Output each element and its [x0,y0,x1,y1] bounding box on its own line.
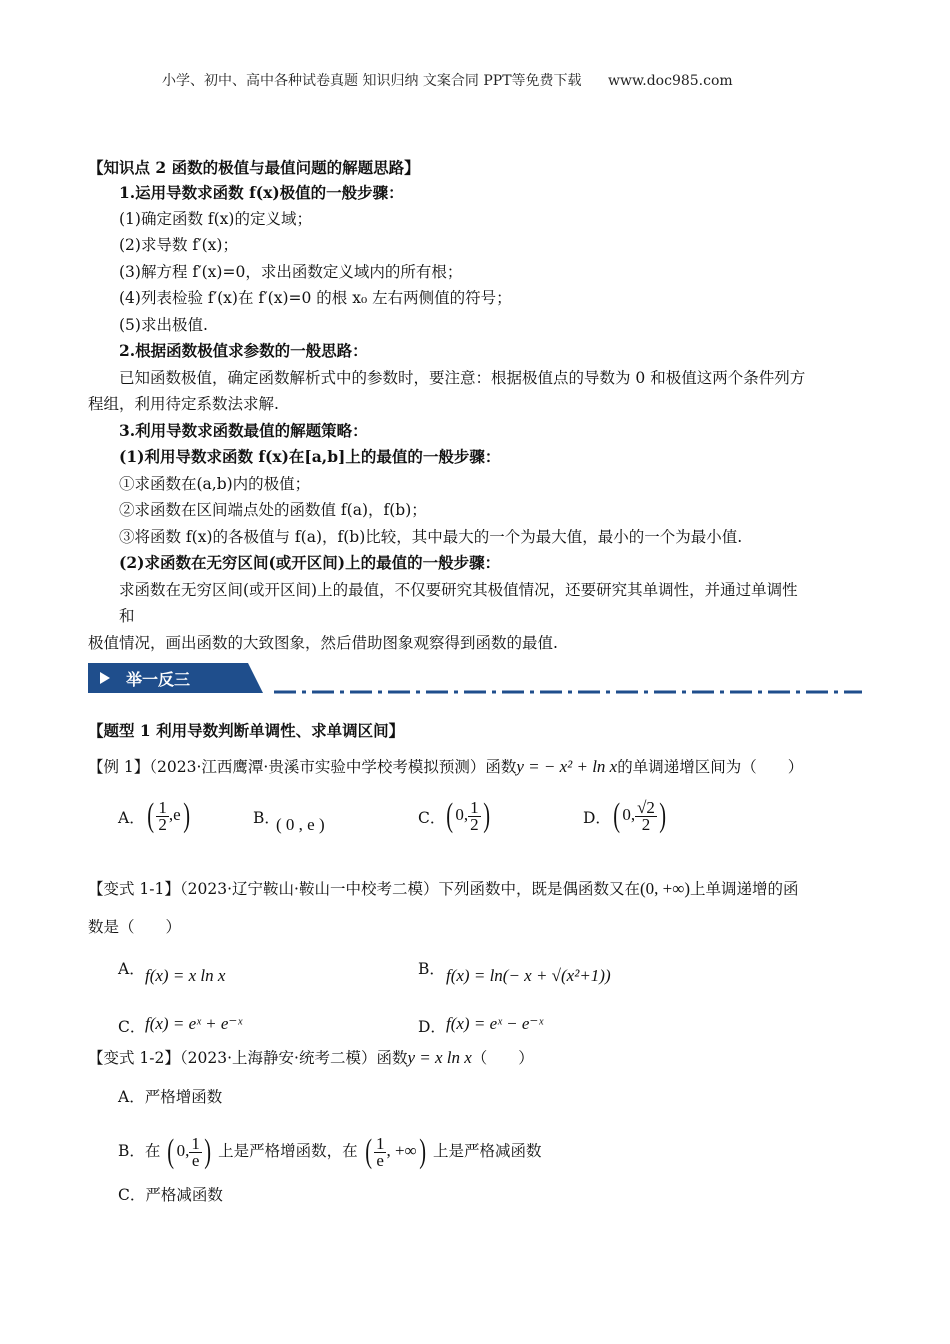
example1-formula: y = − x² + ln x [516,757,618,776]
banner-label: 举一反三 [126,670,191,689]
variant12-option-b-interval1: ( 0, $\frac{1}{e}$ ) [167,1133,211,1170]
example1-tail: 的单调递增区间为（ ） [617,758,804,776]
example1-option-c-label: C． [418,809,446,827]
variant11-interval: (0, +∞) [639,879,690,898]
variant11-tail: 上单调递增的函 [689,880,799,898]
header-site: www.doc985.com [607,73,733,89]
variant11-option-d-label: D． [418,1018,446,1036]
step-3: (3)解方程 f′(x)=0，求出函数定义域内的所有根； [119,263,463,281]
circled-2: ②求函数在区间端点处的函数值 f(a)，f(b)； [119,501,427,519]
para-2a: 已知函数极值，确定函数解析式中的参数时，要注意：根据极值点的导数为 0 和极值这两个条件列方 [119,369,806,387]
header-text: 小学、初中、高中各种试卷真题 知识归纳 文案合同 PPT等免费下载 [162,73,582,89]
variant12-option-b-pre: B．在 [118,1141,161,1160]
knowledge-heading-3a: (1)利用导数求函数 f(x)在[a,b]上的最值的一般步骤： [119,447,501,466]
example1-option-d: ( 0, $\frac{√2}{2}$ ) [613,797,666,834]
para-3a: 求函数在无穷区间(或开区间)上的最值，不仅要研究其极值情况，还要研究其单调性，并通过单调性 [119,581,798,599]
variant11-option-c: f(x) = eˣ + e⁻ˣ [145,1014,243,1033]
circled-3: ③将函数 f(x)的各极值与 f(a)，f(b)比较，其中最大的一个为最大值，最小的一个为最小值. [119,528,743,546]
knowledge-heading-3: 3.利用导数求函数最值的解题策略： [119,421,368,440]
variant11-option-d: f(x) = eˣ − e⁻ˣ [446,1014,544,1033]
variant12-option-b [118,1133,541,1171]
variant12-lead: 【变式 1-2】（2023·上海静安·统考二模）函数 [88,1049,408,1067]
page-header [162,70,733,90]
knowledge-heading-3b: (2)求函数在无穷区间(或开区间)上的最值的一般步骤： [119,553,501,572]
step-2: (2)求导数 f′(x)； [119,236,238,254]
step-4: (4)列表检验 f′(x)在 f′(x)=0 的根 x₀ 左右两侧值的符号； [119,289,512,307]
variant11-lead: 【变式 1-1】（2023·辽宁鞍山·鞍山一中校考二模）下列函数中，既是偶函数又在 [88,880,640,898]
para-3c: 极值情况，画出函数的大致图象，然后借助图象观察得到函数的最值. [88,634,558,652]
variant11-option-c-label: C． [118,1018,146,1036]
example1-lead: 【例 1】（2023·江西鹰潭·贵溪市实验中学校考模拟预测）函数 [88,758,517,776]
variant11-option-a: f(x) = x ln x [145,966,226,985]
variant12-tail: （ ） [471,1049,534,1067]
example1-option-a-label: A． [118,809,145,827]
example1-option-b: ( 0 , e ) [276,815,325,834]
variant12-question [88,1047,534,1069]
circled-1: ①求函数在(a,b)内的极值； [119,475,311,493]
example1-option-a: ( $\frac{1}{2}$ ,e) [147,797,190,834]
para-3b: 和 [119,607,135,625]
para-2b: 程组，利用待定系数法求解. [88,395,279,413]
step-5: (5)求出极值. [119,316,208,334]
knowledge-heading-1: 1.运用导数求函数 f(x)极值的一般步骤： [119,183,404,202]
variant11-tail2: 数是（ ） [88,918,182,936]
type1-title: 【题型 1 利用导数判断单调性、求单调区间】 [88,721,405,740]
knowledge-title: 【知识点 2 函数的极值与最值问题的解题思路】 [88,158,420,177]
knowledge-heading-2: 2.根据函数极值求参数的一般思路： [119,341,368,360]
variant12-formula: y = x ln x [407,1048,472,1067]
variant12-option-a: A．严格增函数 [118,1088,223,1106]
example1-option-d-label: D． [583,809,611,827]
variant11-option-b: f(x) = ln(− x + √(x²+1)) [446,966,611,985]
banner-dash-line [274,690,862,694]
variant12-option-b-post: 上是严格减函数 [432,1141,542,1160]
variant11-option-a-label: A． [118,960,145,978]
variant11-question [88,878,799,900]
variant12-option-c: C．严格减函数 [118,1186,223,1204]
example1-option-c: ( 0, $\frac{1}{2}$ ) [446,797,490,834]
example1-question [88,756,803,778]
step-1: (1)确定函数 f(x)的定义域； [119,210,312,228]
variant12-option-b-mid: 上是严格增函数，在 [218,1141,358,1160]
variant11-option-b-label: B． [418,960,445,978]
example1-option-b-label: B． [253,809,280,827]
variant12-option-b-interval2: ( $\frac{1}{e}$ , +∞) [364,1133,426,1170]
